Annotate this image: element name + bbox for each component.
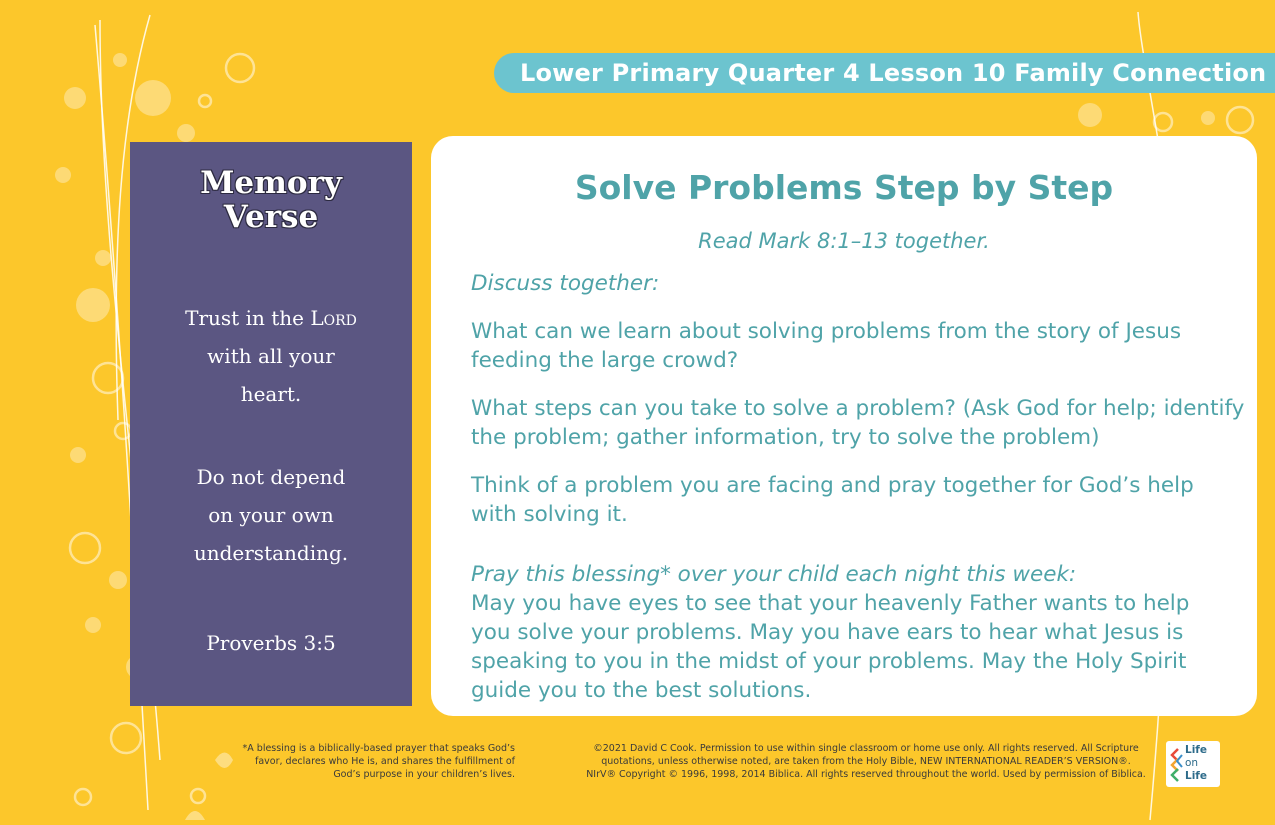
blessing-text: May you have eyes to see that your heavenly Father wants to help you solve your problems. May you have ears to hear what Jesus is speaking to you in the midst of your problems. May the Holy Spirit guide you to the best solutions. [471, 591, 1190, 703]
verse-part-2 [130, 458, 412, 572]
question-3: Think of a problem you are facing and pray together for God’s help with solving it. [471, 473, 1194, 527]
logo-text [1185, 744, 1207, 783]
memory-verse-panel [130, 142, 412, 706]
verse-text: Trust in the [185, 306, 311, 330]
discuss-label: Discuss together: [471, 271, 660, 296]
logo-line: Life [1185, 770, 1207, 782]
memory-title-line2: Verse [223, 199, 319, 235]
verse-line: Do not depend [196, 465, 346, 489]
verse-reference: Proverbs 3:5 [206, 631, 336, 655]
verse-part-1 [130, 299, 412, 413]
card-subtitle: Read Mark 8:1–13 together. [698, 229, 990, 253]
life-on-life-logo [1166, 741, 1220, 787]
verse-line: on your own [208, 503, 334, 527]
header-banner [494, 53, 1275, 93]
verse-line: understanding. [193, 541, 349, 565]
blessing-footnote: *A blessing is a biblically-based prayer that speaks God’s favor, declares who He is, and shares the fulfillment of God’s purpose in your children’s lives. [242, 743, 515, 780]
card-title: Solve Problems Step by Step [574, 168, 1114, 207]
header-title: Lower Primary Quarter 4 Lesson 10 Family Connection [520, 59, 1267, 87]
copyright-notice: ©2021 David C Cook. Permission to use within single classroom or home use only. All rights reserved. All Scripture quotations, unless otherwise noted, are taken from the Holy Bible, NEW INTERNATIONAL READER’S VERSION®. NIrV® Copyright © 1996, 1998, 2014 Biblica. All rights reserved throughout the world. Used by permission of Biblica. [586, 743, 1146, 780]
verse-line [170, 299, 372, 337]
blessing-label: Pray this blessing* over your child each night this week: [471, 562, 1077, 587]
question-1: What can we learn about solving problems from the story of Jesus feeding the large crowd? [471, 319, 1182, 373]
logo-line: on [1185, 757, 1199, 769]
memory-title-line1: Memory [200, 165, 342, 201]
verse-line: heart. [240, 382, 302, 406]
question-2: What steps can you take to solve a problem? (Ask God for help; identify the problem; gather information, try to solve the problem) [471, 396, 1245, 450]
lord-smallcaps: Lord [310, 306, 357, 330]
logo-line: Life [1185, 744, 1207, 756]
verse-line: with all your [207, 344, 335, 368]
memory-verse-title [130, 166, 412, 234]
content-card [431, 136, 1257, 716]
